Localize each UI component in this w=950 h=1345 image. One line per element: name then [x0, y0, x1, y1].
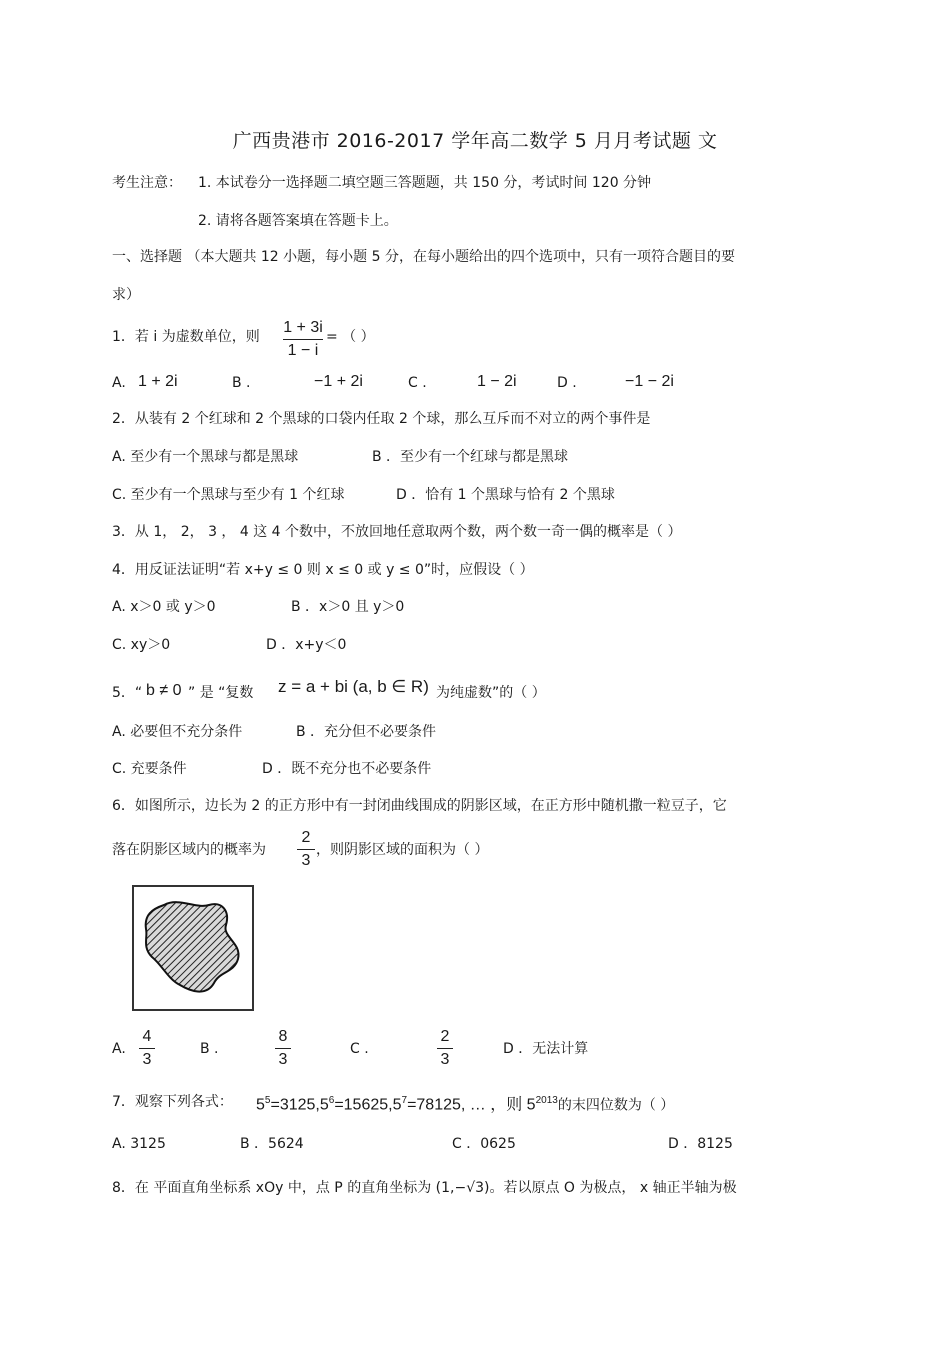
shaded-blob-image	[134, 887, 252, 1009]
q1-tail: = （ ）	[326, 329, 375, 345]
q7-exp-3: 7	[401, 1095, 408, 1106]
q2-option-d: D ．恰有 1 个黑球与恰有 2 个黑球	[396, 487, 615, 503]
q4-stem: 4．用反证法证明“若 x+y ≤ 0 则 x ≤ 0 或 y ≤ 0”时，应假设（ ）	[112, 562, 534, 578]
q1-stem: 1．若 i 为虚数单位，则	[112, 329, 260, 345]
q7-result-1: =3125,5	[270, 1096, 329, 1114]
q6-option-b-label: B .	[200, 1041, 219, 1057]
q5-option-d: D ．既不充分也不必要条件	[262, 761, 432, 777]
q4-option-a: A. x＞0 或 y＞0	[112, 599, 216, 615]
q1-option-c-label: C .	[408, 375, 427, 391]
notice-item-2: 2. 请将各题答案填在答题卡上。	[198, 213, 398, 229]
section-heading-cont: 求）	[112, 287, 140, 303]
q7-option-c: C ．0625	[452, 1136, 516, 1152]
q6-option-c-num: 2	[440, 1028, 450, 1045]
q6-option-c	[437, 1027, 453, 1070]
q2-option-c: C. 至少有一个黑球与至少有 1 个红球	[112, 487, 345, 503]
q6-probability-num: 2	[301, 829, 311, 846]
q1-option-d: −1 − 2i	[625, 373, 674, 390]
q5-option-b: B ．充分但不必要条件	[296, 724, 437, 740]
q7-exp-1: 5	[264, 1095, 271, 1106]
q5-condition: b ≠ 0	[146, 682, 182, 699]
q1-option-c: 1 − 2i	[477, 373, 517, 390]
q7-question: 的末四位数为（ ）	[557, 1097, 675, 1114]
q6-option-a-num: 4	[142, 1028, 152, 1045]
q7-exp-2: 6	[328, 1095, 335, 1106]
q7-series	[256, 1091, 674, 1115]
exam-title: 广西贵港市 2016-2017 学年高二数学 5 月月考试题 文	[232, 130, 718, 152]
q6-option-a-label: A.	[112, 1041, 126, 1057]
q7-option-a: A. 3125	[112, 1136, 166, 1152]
q5-option-a: A. 必要但不充分条件	[112, 724, 243, 740]
notice-label: 考生注意：	[112, 175, 182, 191]
q7-option-d: D ．8125	[668, 1136, 733, 1152]
q2-option-b: B ．至少有一个红球与都是黑球	[372, 449, 569, 465]
q7-option-b: B ．5624	[240, 1136, 304, 1152]
q1-option-b: −1 + 2i	[314, 373, 363, 390]
q7-stem-lead: 7．观察下列各式：	[112, 1094, 233, 1110]
q6-probability-den: 3	[301, 852, 311, 869]
q6-stem-line2b: ，则阴影区域的面积为（ ）	[316, 842, 489, 858]
q6-probability	[297, 828, 315, 871]
q6-option-c-den: 3	[440, 1051, 450, 1068]
q5-expression: z = a + bi (a, b ∈ R)	[278, 677, 429, 696]
q1-fraction	[283, 318, 323, 361]
q5-pre: 5．“	[112, 685, 143, 701]
q7-result-2: =15625,5	[334, 1096, 402, 1114]
q1-option-a: 1 + 2i	[138, 373, 178, 390]
section-heading: 一、选择题 （本大题共 12 小题，每小题 5 分，在每小题给出的四个选项中，只有一项符合题目的要	[112, 249, 735, 265]
q6-option-a	[139, 1027, 155, 1070]
q4-option-b: B ．x＞0 且 y＞0	[291, 599, 405, 615]
q5-mid: ” 是 “复数	[188, 685, 254, 701]
q6-option-b-den: 3	[278, 1051, 288, 1068]
q4-option-d: D ．x+y＜0	[266, 637, 347, 653]
q5-option-c: C. 充要条件	[112, 761, 187, 777]
q2-stem: 2．从装有 2 个红球和 2 个黑球的口袋内任取 2 个球，那么互斥而不对立的两个事件是	[112, 411, 651, 427]
q8-stem: 8．在 平面直角坐标系 xOy 中，点 P 的直角坐标为 (1,−√3)。若以原点 O 为极点， x 轴正半轴为极	[112, 1180, 737, 1196]
q6-option-d: D ．无法计算	[503, 1041, 589, 1057]
q1-denominator: 1 − i	[287, 342, 319, 359]
q6-option-a-den: 3	[142, 1051, 152, 1068]
q6-option-b-num: 8	[278, 1028, 288, 1045]
q6-option-b	[275, 1027, 291, 1070]
q1-option-a-label: A.	[112, 375, 126, 391]
q2-option-a: A. 至少有一个黑球与都是黑球	[112, 449, 299, 465]
shaded-region-figure	[132, 885, 254, 1011]
q7-result-3: =78125, … ，则 5	[407, 1096, 536, 1114]
q5-tail: 为纯虚数”的（ ）	[436, 685, 546, 701]
q6-option-c-label: C .	[350, 1041, 369, 1057]
notice-item-1: 1. 本试卷分一选择题二填空题三答题题，共 150 分，考试时间 120 分钟	[198, 175, 652, 191]
q1-numerator: 1 + 3i	[283, 319, 323, 336]
q6-stem-line2a: 落在阴影区域内的概率为	[112, 842, 266, 858]
q3-stem: 3．从 1， 2， 3 ， 4 这 4 个数中，不放回地任意取两个数，两个数一奇一偶的概率是（ ）	[112, 524, 682, 540]
q6-stem-line1: 6．如图所示，边长为 2 的正方形中有一封闭曲线围成的阴影区域，在正方形中随机撒一粒豆子，它	[112, 798, 727, 814]
q7-exp-4: 2013	[535, 1095, 558, 1106]
q1-option-b-label: B .	[232, 375, 251, 391]
q7-base: 5	[256, 1096, 265, 1114]
q1-option-d-label: D .	[557, 375, 577, 391]
q4-option-c: C. xy＞0	[112, 637, 171, 653]
